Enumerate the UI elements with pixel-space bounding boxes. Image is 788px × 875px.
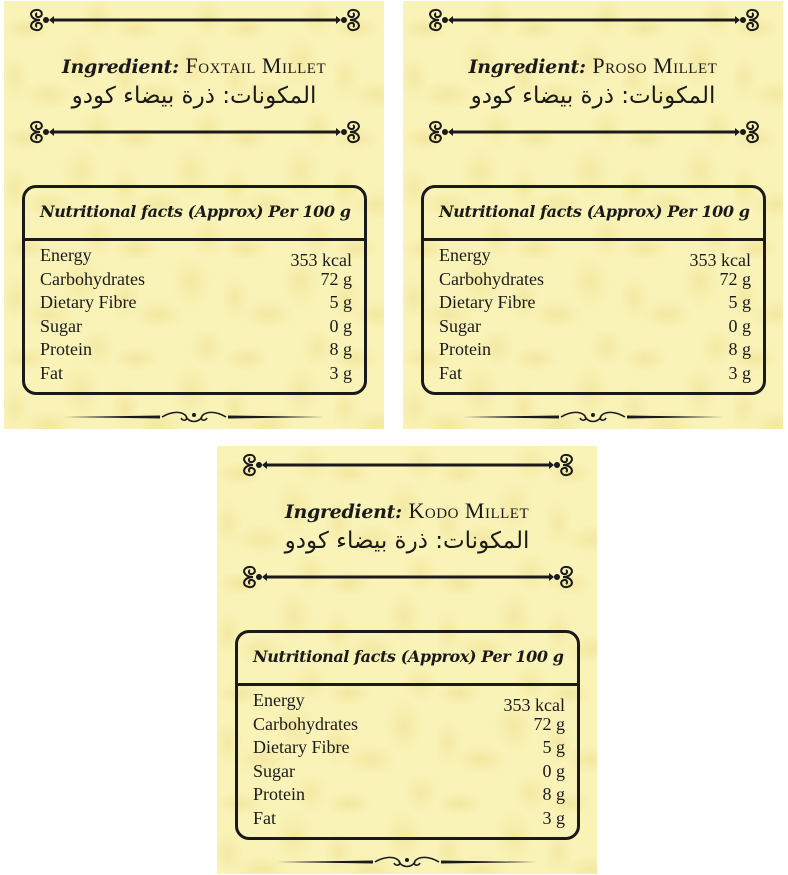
nutrient-row xyxy=(253,689,565,713)
nutrient-value: 353 kcal xyxy=(503,695,565,715)
nutrition-divider xyxy=(238,683,577,686)
nutrient-name: Dietary Fibre xyxy=(439,292,536,313)
nutrition-header: Nutritional facts (Approx) Per 100 g xyxy=(439,202,750,221)
ingredient-label: Ingredient: xyxy=(61,56,179,78)
ingredient-name: Kodo Millet xyxy=(408,498,530,523)
nutrient-value: 8 g xyxy=(542,784,565,805)
ingredient-line xyxy=(217,498,597,524)
arabic-ingredient: المكونات: ذرة بيضاء كودو xyxy=(470,83,716,109)
scroll-flourish-icon xyxy=(237,452,579,478)
nutrient-value: 72 g xyxy=(320,268,352,289)
nutrient-value: 72 g xyxy=(533,713,565,734)
nutrient-row xyxy=(253,807,565,831)
divider-flourish-icon xyxy=(62,409,326,425)
nutrient-row xyxy=(439,315,751,339)
nutrient-name: Dietary Fibre xyxy=(253,737,350,758)
nutrient-name: Carbohydrates xyxy=(439,268,544,289)
arabic-ingredient: المكونات: ذرة بيضاء كودو xyxy=(71,83,317,109)
nutrient-value: 3 g xyxy=(728,362,751,383)
nutrient-value: 5 g xyxy=(542,737,565,758)
nutrient-name: Protein xyxy=(253,784,305,805)
nutrient-name: Energy xyxy=(253,690,305,710)
nutrient-value: 3 g xyxy=(329,362,352,383)
nutrient-value: 5 g xyxy=(329,292,352,313)
nutrient-name: Dietary Fibre xyxy=(40,292,137,313)
nutrient-row xyxy=(253,736,565,760)
nutrition-divider xyxy=(25,238,364,241)
nutrient-name: Protein xyxy=(40,339,92,360)
nutrition-facts-box xyxy=(235,630,580,840)
ingredient-line xyxy=(4,53,384,79)
nutrient-row xyxy=(253,783,565,807)
nutrient-row xyxy=(439,291,751,315)
scroll-flourish-icon xyxy=(24,7,366,33)
nutrient-name: Fat xyxy=(40,362,64,383)
nutrient-value: 0 g xyxy=(542,760,565,781)
scroll-flourish-icon xyxy=(237,564,579,590)
nutrient-name: Sugar xyxy=(439,315,481,336)
divider-flourish-icon xyxy=(275,854,539,870)
nutrient-name: Energy xyxy=(439,245,491,265)
nutrition-header: Nutritional facts (Approx) Per 100 g xyxy=(253,647,564,666)
nutrient-value: 3 g xyxy=(542,807,565,828)
label-card-kodo xyxy=(217,446,597,874)
nutrient-name: Protein xyxy=(439,339,491,360)
nutrient-list xyxy=(439,244,751,386)
nutrient-list xyxy=(253,689,565,831)
nutrient-value: 72 g xyxy=(719,268,751,289)
nutrient-value: 353 kcal xyxy=(290,250,352,270)
nutrient-row xyxy=(253,760,565,784)
nutrient-row xyxy=(40,315,352,339)
scroll-flourish-icon xyxy=(423,119,765,145)
nutrient-value: 353 kcal xyxy=(689,250,751,270)
label-card-foxtail xyxy=(4,1,384,429)
nutrient-name: Fat xyxy=(253,807,277,828)
nutrient-value: 8 g xyxy=(329,339,352,360)
ingredient-label: Ingredient: xyxy=(468,56,586,78)
divider-flourish-icon xyxy=(461,409,725,425)
nutrient-row xyxy=(40,338,352,362)
nutrient-row xyxy=(40,244,352,268)
nutrition-header: Nutritional facts (Approx) Per 100 g xyxy=(40,202,351,221)
nutrient-name: Sugar xyxy=(253,760,295,781)
scroll-flourish-icon xyxy=(423,7,765,33)
nutrient-name: Fat xyxy=(439,362,463,383)
nutrition-facts-box xyxy=(22,185,367,395)
nutrient-value: 0 g xyxy=(329,315,352,336)
scroll-flourish-icon xyxy=(24,119,366,145)
arabic-ingredient: المكونات: ذرة بيضاء كودو xyxy=(284,528,530,554)
nutrient-name: Energy xyxy=(40,245,92,265)
nutrient-name: Sugar xyxy=(40,315,82,336)
nutrient-row xyxy=(40,291,352,315)
nutrient-value: 8 g xyxy=(728,339,751,360)
nutrient-value: 5 g xyxy=(728,292,751,313)
ingredient-name: Foxtail Millet xyxy=(185,53,327,78)
nutrient-row xyxy=(40,362,352,386)
nutrient-name: Carbohydrates xyxy=(253,713,358,734)
ingredient-name: Proso Millet xyxy=(592,53,718,78)
ingredient-label: Ingredient: xyxy=(284,501,402,523)
nutrient-list xyxy=(40,244,352,386)
nutrient-value: 0 g xyxy=(728,315,751,336)
nutrient-row xyxy=(439,244,751,268)
nutrient-row xyxy=(439,362,751,386)
label-card-proso xyxy=(403,1,783,429)
nutrition-divider xyxy=(424,238,763,241)
nutrient-row xyxy=(439,338,751,362)
ingredient-line xyxy=(403,53,783,79)
nutrient-name: Carbohydrates xyxy=(40,268,145,289)
nutrition-facts-box xyxy=(421,185,766,395)
